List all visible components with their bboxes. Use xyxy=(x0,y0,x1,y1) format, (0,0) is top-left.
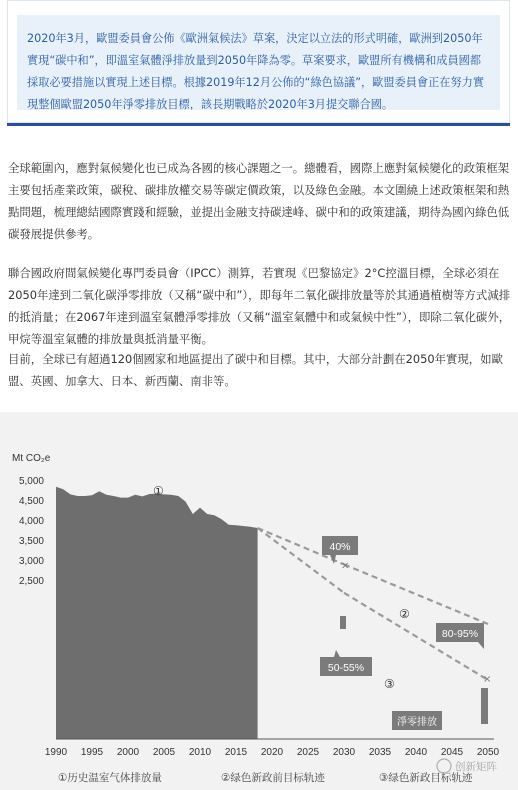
x-tick-label: 2035 xyxy=(368,747,392,758)
callout-80-95-label: 80-95% xyxy=(441,628,479,640)
paragraph-2: 聯合國政府間氣候變化專門委員會（IPCC）測算，若實現《巴黎協定》2°C控溫目標，全球必須在2050年達到二氧化碳淨零排放（又稱“碳中和”），即每年二氧化碳排放量等於其通過植樹等方式減排的抵消量；在2067年達到溫室氣體淨零排放（又稱“溫室氣體中和或氣候中性”），即除二氧化碳外，甲烷等溫室氣體的排放量與抵消量平衡。 xyxy=(8,266,511,346)
x-tick-label: 2005 xyxy=(152,747,176,758)
x-tick-label: 1995 xyxy=(80,747,104,758)
cross-marker-2050: × xyxy=(483,674,492,685)
y-tick-label: 4,000 xyxy=(18,516,44,527)
historical-emissions-area xyxy=(56,487,258,739)
quote-box xyxy=(7,0,510,123)
paragraph-1: 全球範圍內，應對氣候變化也已成為各國的核心課題之一。總體看，國際上應對氣候變化的政策框架主要包括產業政策，碳稅、碳排放權交易等碳定價政策，以及綠色金融。本文圍繞上述政策框架和熱點問題，梳理總結國際實踐和經驗，並提出金融支持碳達峰、碳中和的政策建議，期待為國內綠色低碳發展提供參考。 xyxy=(8,161,510,241)
x-tick-label: 2015 xyxy=(224,747,248,758)
cross-marker-2030: × xyxy=(341,560,350,572)
series-marker-2: ② xyxy=(399,607,410,621)
x-tick-label: 2050 xyxy=(476,747,500,758)
y-tick-label: 2,500 xyxy=(18,576,44,587)
emissions-chart xyxy=(0,412,518,790)
callout-80-95-bar xyxy=(481,688,488,724)
y-tick-label: 3,500 xyxy=(18,536,44,547)
x-tick-label: 2010 xyxy=(188,747,212,758)
callout-40-label: 40% xyxy=(329,541,351,553)
x-tick-label: 2020 xyxy=(260,747,284,758)
legend-item-3: ③绿色新政目标轨迹 xyxy=(379,772,473,784)
callout-55-bar xyxy=(340,616,346,629)
x-tick-label: 2000 xyxy=(116,747,140,758)
legend-item-1: ①历史温室气体排放量 xyxy=(58,772,162,784)
x-tick-label: 2045 xyxy=(440,747,464,758)
x-tick-label: 2030 xyxy=(332,747,356,758)
series-marker-1: ① xyxy=(153,484,164,498)
watermark-text: 创新矩阵 xyxy=(455,761,497,773)
x-tick-label: 1990 xyxy=(44,747,68,758)
quote-bottom-bar xyxy=(7,123,510,126)
y-tick-label: 4,500 xyxy=(18,496,44,507)
y-axis-label: Mt CO₂e xyxy=(12,453,51,464)
y-tick-label: 5,000 xyxy=(18,476,44,487)
paragraph-3: 目前，全球已有超過120個國家和地區提出了碳中和目標。其中，大部分計劃在2050年實現，如歐盟、英國、加拿大、日本、新西蘭、南非等。 xyxy=(8,352,503,388)
legend-item-2: ②绿色新政前目标轨迹 xyxy=(221,772,325,784)
y-tick-label: 3,000 xyxy=(18,556,44,567)
series-marker-3: ③ xyxy=(384,677,395,691)
net-zero-label: 淨零排放 xyxy=(397,717,437,728)
quote-text: 2020年3月，歐盟委員會公佈《歐洲氣候法》草案，決定以立法的形式明確，歐洲到2050年實現“碳中和”，即溫室氣體淨排放量到2050年降為零。草案要求，歐盟所有機構和成員國都採取必要措施以實現上述目標。根據2019年12月公佈的“綠色協議”，歐盟委員會正在努力實現整個歐盟2050年淨零排放目標，該長期戰略於2020年3月提交聯合國。 xyxy=(17,15,500,110)
callout-net-zero xyxy=(392,711,442,730)
x-tick-label: 2040 xyxy=(404,747,428,758)
callout-55-label: 50-55% xyxy=(327,662,365,674)
x-tick-label: 2025 xyxy=(296,747,320,758)
legend xyxy=(58,771,473,784)
